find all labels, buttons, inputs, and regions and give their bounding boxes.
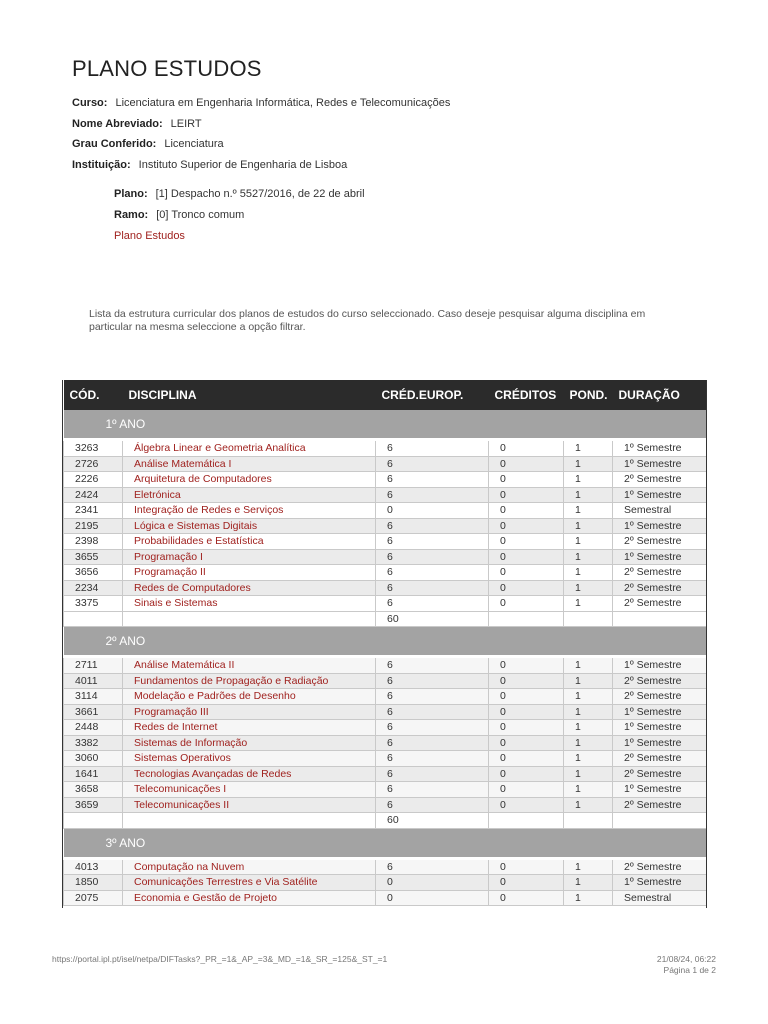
cell-pond: 1 — [564, 596, 613, 612]
footer-info — [657, 954, 716, 976]
empty-cell — [613, 813, 707, 829]
plano-estudos-link[interactable]: Plano Estudos — [114, 230, 185, 242]
cell-creditos: 0 — [489, 704, 564, 720]
table-header-row — [64, 380, 707, 410]
cell-disciplina[interactable]: Economia e Gestão de Projeto — [123, 890, 376, 906]
cell-cred-europ: 6 — [376, 751, 489, 767]
cell-creditos: 0 — [489, 487, 564, 503]
year-header-row — [64, 627, 707, 657]
cell-disciplina[interactable]: Sistemas Operativos — [123, 751, 376, 767]
cell-pond: 1 — [564, 472, 613, 488]
cell-duracao: 2º Semestre — [613, 580, 707, 596]
cell-cred-europ: 6 — [376, 472, 489, 488]
meta-label: Grau Conferido: — [72, 138, 157, 150]
cell-disciplina[interactable]: Telecomunicações I — [123, 782, 376, 798]
cell-duracao: 1º Semestre — [613, 735, 707, 751]
col-header-cred-europ: CRÉD.EUROP. — [376, 380, 489, 410]
year-header-row — [64, 410, 707, 440]
cell-creditos: 0 — [489, 440, 564, 457]
table-row — [64, 657, 707, 674]
table-row — [64, 440, 707, 457]
cell-cod: 2448 — [64, 720, 123, 736]
cell-pond: 1 — [564, 580, 613, 596]
empty-cell — [564, 611, 613, 627]
year-header-row — [64, 828, 707, 858]
table-row — [64, 890, 707, 906]
cell-cod: 4011 — [64, 673, 123, 689]
cell-creditos: 0 — [489, 689, 564, 705]
cell-duracao: 2º Semestre — [613, 751, 707, 767]
cell-pond: 1 — [564, 704, 613, 720]
cell-duracao: 2º Semestre — [613, 534, 707, 550]
cell-cred-europ: 6 — [376, 735, 489, 751]
cell-disciplina[interactable]: Arquitetura de Computadores — [123, 472, 376, 488]
cell-duracao: 1º Semestre — [613, 657, 707, 674]
cell-cred-europ: 6 — [376, 673, 489, 689]
ramo-info — [114, 209, 244, 221]
cell-cred-europ: 6 — [376, 518, 489, 534]
cell-disciplina[interactable]: Redes de Internet — [123, 720, 376, 736]
empty-cell — [123, 813, 376, 829]
cell-cod: 2726 — [64, 456, 123, 472]
cell-cod: 2398 — [64, 534, 123, 550]
cell-disciplina[interactable]: Análise Matemática II — [123, 657, 376, 674]
cell-pond: 1 — [564, 657, 613, 674]
cell-pond: 1 — [564, 720, 613, 736]
table-row — [64, 735, 707, 751]
cell-duracao: 2º Semestre — [613, 673, 707, 689]
table-row — [64, 858, 707, 875]
cell-creditos: 0 — [489, 673, 564, 689]
cell-pond: 1 — [564, 534, 613, 550]
cell-cred-europ: 6 — [376, 596, 489, 612]
cell-creditos: 0 — [489, 782, 564, 798]
cell-creditos: 0 — [489, 472, 564, 488]
cell-creditos: 0 — [489, 890, 564, 906]
cell-disciplina[interactable]: Computação na Nuvem — [123, 858, 376, 875]
cell-cod: 2226 — [64, 472, 123, 488]
cell-disciplina[interactable]: Programação III — [123, 704, 376, 720]
cell-disciplina[interactable]: Sinais e Sistemas — [123, 596, 376, 612]
cell-disciplina[interactable]: Álgebra Linear e Geometria Analítica — [123, 440, 376, 457]
meta-value: Licenciatura — [164, 138, 224, 150]
cell-cred-europ: 6 — [376, 456, 489, 472]
cell-cred-europ: 6 — [376, 858, 489, 875]
table-row — [64, 518, 707, 534]
cell-creditos: 0 — [489, 797, 564, 813]
meta-value: Licenciatura em Engenharia Informática, Redes e Telecomunicações — [115, 97, 451, 109]
year-label: 3º ANO — [64, 828, 707, 858]
cell-pond: 1 — [564, 487, 613, 503]
cell-cred-europ: 6 — [376, 766, 489, 782]
table-row — [64, 875, 707, 891]
cell-disciplina[interactable]: Eletrónica — [123, 487, 376, 503]
page-title: PLANO ESTUDOS — [72, 56, 262, 81]
cell-disciplina[interactable]: Programação I — [123, 549, 376, 565]
cell-duracao: 2º Semestre — [613, 766, 707, 782]
cell-duracao: 1º Semestre — [613, 456, 707, 472]
table-row — [64, 751, 707, 767]
cell-disciplina[interactable]: Tecnologias Avançadas de Redes — [123, 766, 376, 782]
cell-duracao: 2º Semestre — [613, 472, 707, 488]
empty-cell — [489, 813, 564, 829]
cell-cred-europ: 6 — [376, 704, 489, 720]
cell-pond: 1 — [564, 890, 613, 906]
cell-cred-europ: 6 — [376, 549, 489, 565]
col-header-disciplina: DISCIPLINA — [123, 380, 376, 410]
cell-cod: 3263 — [64, 440, 123, 457]
cell-creditos: 0 — [489, 565, 564, 581]
meta-label: Curso: — [72, 97, 108, 109]
table-row — [64, 704, 707, 720]
cell-duracao: 2º Semestre — [613, 858, 707, 875]
cell-pond: 1 — [564, 565, 613, 581]
cell-disciplina[interactable]: Sistemas de Informação — [123, 735, 376, 751]
cell-duracao: 1º Semestre — [613, 518, 707, 534]
table-row — [64, 534, 707, 550]
cell-creditos: 0 — [489, 657, 564, 674]
cell-duracao: 2º Semestre — [613, 565, 707, 581]
col-header-pond: POND. — [564, 380, 613, 410]
total-row — [64, 611, 707, 627]
table-row — [64, 580, 707, 596]
cell-duracao: Semestral — [613, 890, 707, 906]
cell-pond: 1 — [564, 503, 613, 519]
cell-cred-europ: 6 — [376, 565, 489, 581]
cell-pond: 1 — [564, 797, 613, 813]
cell-cod: 1641 — [64, 766, 123, 782]
col-header-creditos: CRÉDITOS — [489, 380, 564, 410]
cell-creditos: 0 — [489, 766, 564, 782]
cell-cred-europ: 0 — [376, 890, 489, 906]
empty-cell — [123, 611, 376, 627]
cell-disciplina[interactable]: Modelação e Padrões de Desenho — [123, 689, 376, 705]
table-row — [64, 456, 707, 472]
cell-cred-europ: 6 — [376, 440, 489, 457]
cell-duracao: 2º Semestre — [613, 797, 707, 813]
cell-cod: 3114 — [64, 689, 123, 705]
cell-disciplina[interactable]: Redes de Computadores — [123, 580, 376, 596]
cell-creditos: 0 — [489, 596, 564, 612]
meta-grau — [72, 138, 224, 150]
cell-pond: 1 — [564, 456, 613, 472]
meta-value: LEIRT — [170, 118, 202, 130]
cell-duracao: 1º Semestre — [613, 782, 707, 798]
cell-cod: 2341 — [64, 503, 123, 519]
cell-creditos: 0 — [489, 751, 564, 767]
cell-pond: 1 — [564, 689, 613, 705]
cell-duracao: 1º Semestre — [613, 720, 707, 736]
cell-pond: 1 — [564, 858, 613, 875]
cell-creditos: 0 — [489, 534, 564, 550]
cell-cod: 3659 — [64, 797, 123, 813]
table-row — [64, 797, 707, 813]
table-row — [64, 503, 707, 519]
footer-datetime: 21/08/24, 06:22 — [656, 954, 716, 964]
cell-cod: 2075 — [64, 890, 123, 906]
table-row — [64, 766, 707, 782]
col-header-cod: CÓD. — [64, 380, 123, 410]
meta-nome-abreviado — [72, 118, 202, 130]
cell-cod: 2234 — [64, 580, 123, 596]
table-body — [64, 410, 707, 906]
cell-duracao: 2º Semestre — [613, 689, 707, 705]
cell-pond: 1 — [564, 518, 613, 534]
cell-cred-europ: 6 — [376, 689, 489, 705]
cell-cod: 3661 — [64, 704, 123, 720]
cell-cod: 2195 — [64, 518, 123, 534]
table-row — [64, 720, 707, 736]
cell-creditos: 0 — [489, 518, 564, 534]
empty-cell — [64, 611, 123, 627]
cell-disciplina[interactable]: Lógica e Sistemas Digitais — [123, 518, 376, 534]
total-cred-europ: 60 — [376, 813, 489, 829]
table-row — [64, 782, 707, 798]
meta-label: Nome Abreviado: — [72, 118, 163, 130]
cell-disciplina[interactable]: Comunicações Terrestres e Via Satélite — [123, 875, 376, 891]
plano-info — [114, 188, 365, 200]
plano-table-wrapper — [62, 380, 707, 908]
cell-disciplina[interactable]: Telecomunicações II — [123, 797, 376, 813]
cell-cred-europ: 6 — [376, 657, 489, 674]
cell-cred-europ: 6 — [376, 534, 489, 550]
cell-pond: 1 — [564, 549, 613, 565]
cell-duracao: 2º Semestre — [613, 596, 707, 612]
year-label: 2º ANO — [64, 627, 707, 657]
table-row — [64, 596, 707, 612]
cell-disciplina[interactable]: Programação II — [123, 565, 376, 581]
meta-instituicao — [72, 159, 347, 171]
cell-cod: 3382 — [64, 735, 123, 751]
cell-creditos: 0 — [489, 735, 564, 751]
footer-url: https://portal.ipl.pt/isel/netpa/DIFTasks?_PR_=1&_AP_=3&_MD_=1&_SR_=125&_ST_=1 — [52, 954, 388, 964]
meta-curso — [72, 97, 450, 109]
cell-pond: 1 — [564, 673, 613, 689]
cell-cred-europ: 6 — [376, 487, 489, 503]
cell-cred-europ: 0 — [376, 503, 489, 519]
footer-page: Página 1 de 2 — [663, 965, 716, 975]
cell-cod: 3656 — [64, 565, 123, 581]
empty-cell — [489, 611, 564, 627]
ramo-label: Ramo: — [114, 209, 149, 221]
cell-cod: 3655 — [64, 549, 123, 565]
cell-cod: 2424 — [64, 487, 123, 503]
cell-disciplina[interactable]: Fundamentos de Propagação e Radiação — [123, 673, 376, 689]
cell-cod: 2711 — [64, 657, 123, 674]
cell-creditos: 0 — [489, 720, 564, 736]
meta-label: Instituição: — [72, 159, 131, 171]
description-text: Lista da estrutura curricular dos planos de estudos do curso seleccionado. Caso deseje pesquisar alguma disciplina em particular na mesma seleccione a opção filtrar. — [89, 308, 646, 333]
cell-cred-europ: 0 — [376, 875, 489, 891]
total-row — [64, 813, 707, 829]
cell-duracao: 1º Semestre — [613, 875, 707, 891]
cell-cod: 3658 — [64, 782, 123, 798]
meta-value: Instituto Superior de Engenharia de Lisboa — [138, 159, 348, 171]
plano-label: Plano: — [114, 188, 148, 200]
cell-creditos: 0 — [489, 549, 564, 565]
cell-pond: 1 — [564, 766, 613, 782]
cell-cred-europ: 6 — [376, 720, 489, 736]
table-row — [64, 549, 707, 565]
table-row — [64, 673, 707, 689]
cell-pond: 1 — [564, 751, 613, 767]
cell-cred-europ: 6 — [376, 782, 489, 798]
table-row — [64, 565, 707, 581]
cell-creditos: 0 — [489, 456, 564, 472]
cell-pond: 1 — [564, 782, 613, 798]
col-header-duracao: DURAÇÃO — [613, 380, 707, 410]
cell-cod: 4013 — [64, 858, 123, 875]
cell-duracao: 1º Semestre — [613, 704, 707, 720]
empty-cell — [613, 611, 707, 627]
cell-creditos: 0 — [489, 858, 564, 875]
total-cred-europ: 60 — [376, 611, 489, 627]
cell-cred-europ: 6 — [376, 797, 489, 813]
cell-disciplina[interactable]: Integração de Redes e Serviços — [123, 503, 376, 519]
cell-creditos: 0 — [489, 875, 564, 891]
cell-pond: 1 — [564, 735, 613, 751]
empty-cell — [564, 813, 613, 829]
cell-pond: 1 — [564, 875, 613, 891]
cell-cod: 1850 — [64, 875, 123, 891]
cell-disciplina[interactable]: Probabilidades e Estatística — [123, 534, 376, 550]
cell-pond: 1 — [564, 440, 613, 457]
cell-creditos: 0 — [489, 580, 564, 596]
plano-table — [63, 380, 707, 906]
year-label: 1º ANO — [64, 410, 707, 440]
cell-duracao: Semestral — [613, 503, 707, 519]
ramo-value: [0] Tronco comum — [156, 209, 245, 221]
table-row — [64, 487, 707, 503]
table-row — [64, 689, 707, 705]
table-row — [64, 472, 707, 488]
empty-cell — [64, 813, 123, 829]
cell-creditos: 0 — [489, 503, 564, 519]
cell-cred-europ: 6 — [376, 580, 489, 596]
cell-duracao: 1º Semestre — [613, 549, 707, 565]
cell-disciplina[interactable]: Análise Matemática I — [123, 456, 376, 472]
plano-value: [1] Despacho n.º 5527/2016, de 22 de abril — [155, 188, 365, 200]
cell-duracao: 1º Semestre — [613, 440, 707, 457]
cell-cod: 3375 — [64, 596, 123, 612]
cell-duracao: 1º Semestre — [613, 487, 707, 503]
cell-cod: 3060 — [64, 751, 123, 767]
